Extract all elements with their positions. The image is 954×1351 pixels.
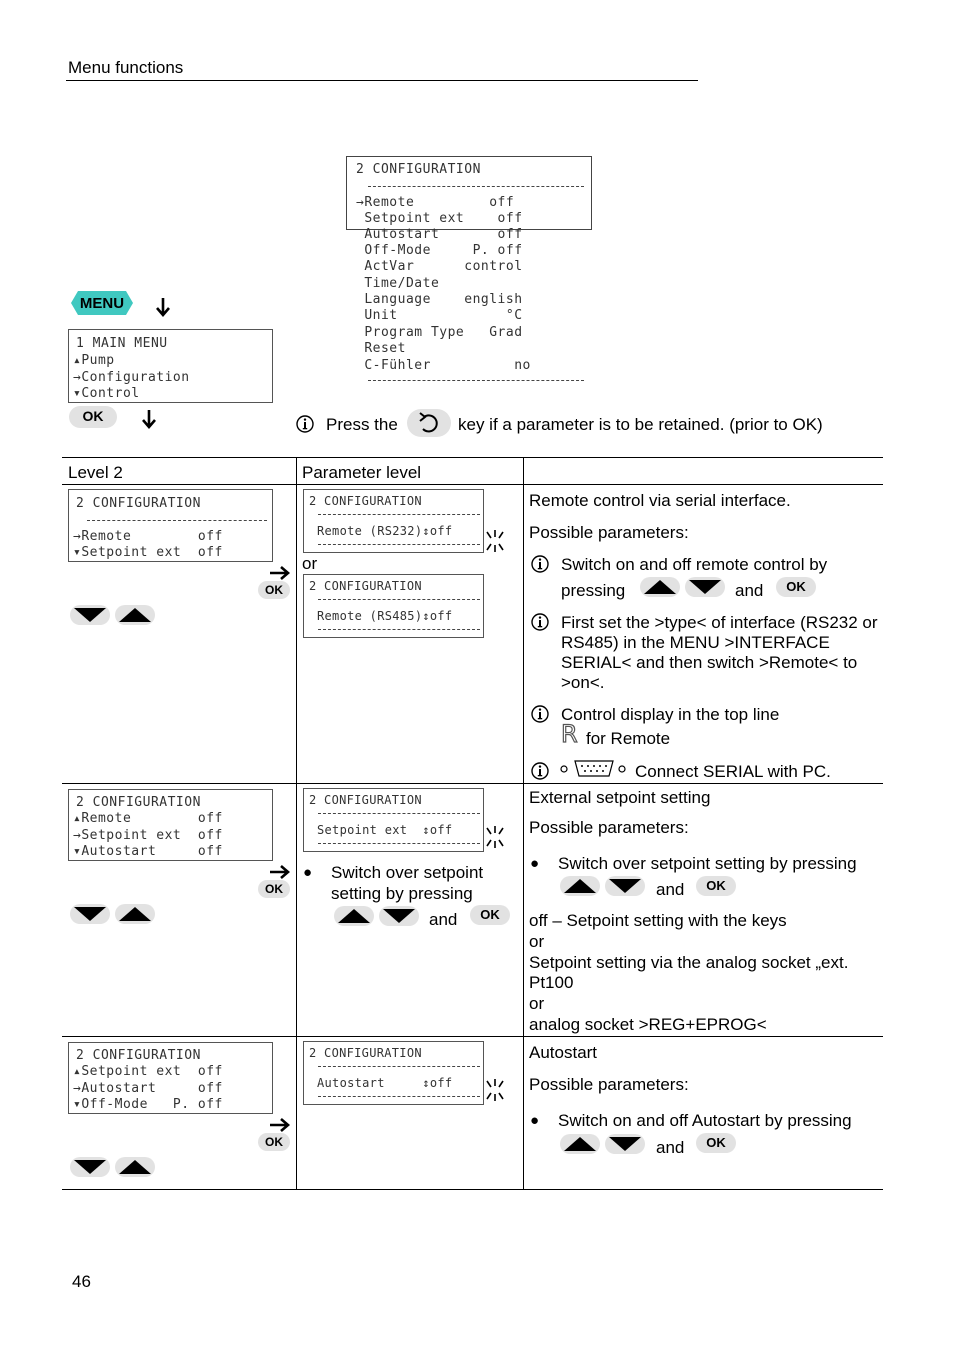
main-menu-item: →Configuration (73, 370, 190, 385)
main-menu-display (68, 329, 273, 403)
display-title: 2 CONFIGURATION (309, 793, 422, 807)
blink-icon (483, 528, 507, 559)
main-menu-item: ▾Control (73, 386, 140, 401)
up-key[interactable] (114, 1156, 156, 1178)
remote-r-icon: R (561, 720, 578, 748)
display-line: Setpoint ext ↕off (317, 823, 453, 837)
up-key[interactable] (114, 903, 156, 925)
row1-note4: Connect SERIAL with PC. (635, 762, 831, 781)
display-line: →Autostart off (73, 1081, 223, 1096)
row1-note1-a: Switch on and off remote control by (561, 555, 828, 574)
down-key[interactable] (378, 905, 420, 927)
config-item-reset: Reset (356, 341, 406, 356)
ok-key[interactable]: OK (470, 905, 510, 925)
table-bottom-rule (62, 1189, 883, 1190)
down-key[interactable] (604, 1133, 646, 1155)
divider (368, 380, 584, 381)
display-line: ▾Autostart off (73, 844, 223, 859)
row1-note3-a: Control display in the top line (561, 705, 780, 724)
row2-param-bullet-a: Switch over setpoint (331, 863, 484, 882)
table-row-rule (62, 783, 883, 784)
display-line: Remote (RS232)↕off (317, 524, 453, 538)
display-line: →Setpoint ext off (73, 828, 223, 843)
up-key[interactable] (114, 604, 156, 626)
row2-possible: Possible parameters: (529, 818, 689, 837)
display-line: ▴Setpoint ext off (73, 1064, 223, 1079)
and-label: and (656, 1138, 685, 1157)
row2-or1: or (529, 932, 545, 951)
config-item-timedate: Time/Date (356, 276, 440, 291)
display-title: 2 CONFIGURATION (309, 579, 422, 593)
row1-note1-b: pressing (561, 581, 626, 600)
row3-bullet: Switch on and off Autostart by pressing (558, 1111, 852, 1130)
divider (87, 520, 267, 521)
ok-key[interactable]: OK (258, 1133, 290, 1151)
row1-level-display (68, 489, 273, 562)
main-menu-item: ▴Pump (73, 353, 115, 368)
config-item-unit: Unit °C (356, 308, 523, 323)
up-key[interactable] (559, 875, 601, 897)
bullet-icon: ● (303, 864, 313, 881)
divider (318, 813, 480, 814)
info-icon (531, 762, 549, 780)
down-arrow-icon (140, 408, 158, 435)
ok-key[interactable]: OK (696, 876, 736, 896)
row2-line1: off – Setpoint setting with the keys (529, 911, 787, 930)
row3-possible: Possible parameters: (529, 1075, 689, 1094)
row1-possible: Possible parameters: (529, 523, 689, 542)
info-icon (531, 705, 549, 723)
row2-level-display (68, 789, 273, 861)
display-line: →Remote off (73, 529, 223, 544)
display-title: 2 CONFIGURATION (76, 1048, 201, 1063)
divider (318, 514, 480, 515)
config-item-offmode: Off-Mode P. off (356, 243, 523, 258)
config-list-title: 2 CONFIGURATION (356, 162, 481, 177)
table-row-rule (62, 1036, 883, 1037)
config-item-language: Language english (356, 292, 523, 307)
down-key[interactable] (69, 1156, 111, 1178)
and-label: and (429, 910, 458, 929)
config-item-program: Program Type Grad (356, 325, 523, 340)
down-key[interactable] (69, 604, 111, 626)
menu-key[interactable] (70, 290, 134, 316)
down-arrow-icon (154, 296, 172, 323)
info-icon (296, 415, 314, 433)
divider (318, 1066, 480, 1067)
row1-note3-b: for Remote (586, 729, 671, 748)
divider (318, 1096, 480, 1097)
ok-key[interactable]: OK (776, 577, 816, 597)
divider (318, 599, 480, 600)
config-item-autostart: Autostart off (356, 227, 523, 242)
table-col-rule (296, 457, 297, 1190)
serial-connector-icon (559, 759, 631, 784)
divider (318, 544, 480, 545)
section-title: Menu functions (68, 58, 184, 77)
note-press-the: Press the (326, 415, 398, 434)
up-key[interactable] (639, 576, 681, 598)
display-title: 2 CONFIGURATION (309, 494, 422, 508)
row3-param-display (303, 1041, 484, 1105)
blink-icon (483, 1077, 507, 1108)
row2-line2: Setpoint setting via the analog socket „ext. (529, 953, 849, 972)
row1-desc-title: Remote control via serial interface. (529, 491, 791, 510)
display-line: Remote (RS485)↕off (317, 609, 453, 623)
display-line: ▾Setpoint ext off (73, 545, 223, 560)
bullet-icon: ● (530, 855, 540, 872)
row1-param-display-rs232 (303, 489, 484, 553)
header-parameter-level: Parameter level (302, 463, 422, 482)
up-key[interactable] (333, 905, 375, 927)
row2-param-bullet-b: setting by pressing (331, 884, 473, 903)
ok-key[interactable]: OK (696, 1133, 736, 1153)
divider (318, 843, 480, 844)
config-item-remote: →Remote off (356, 195, 515, 210)
row3-level-display (68, 1042, 273, 1114)
display-line: ▾Off-Mode P. off (73, 1097, 223, 1112)
row2-bullet: Switch over setpoint setting by pressing (558, 854, 857, 873)
ok-key[interactable]: OK (69, 406, 117, 428)
table-top-rule (62, 457, 883, 458)
config-item-actvar: ActVar control (356, 259, 523, 274)
down-key[interactable] (69, 903, 111, 925)
down-key[interactable] (684, 576, 726, 598)
note-rest: key if a parameter is to be retained. (prior to OK) (458, 415, 823, 434)
row2-desc-title: External setpoint setting (529, 788, 711, 807)
ok-key[interactable]: OK (258, 581, 290, 599)
row2-or2: or (529, 994, 545, 1013)
row1-param-display-rs485 (303, 574, 484, 638)
table-header-rule (62, 484, 883, 485)
and-label: and (656, 880, 685, 899)
main-menu-title: 1 MAIN MENU (76, 336, 168, 351)
page-number: 46 (72, 1272, 91, 1291)
bullet-icon: ● (530, 1112, 540, 1129)
display-title: 2 CONFIGURATION (76, 795, 201, 810)
header-level2: Level 2 (68, 463, 123, 482)
header-rule (66, 80, 698, 81)
divider (368, 186, 584, 187)
up-key[interactable] (559, 1133, 601, 1155)
divider (318, 629, 480, 630)
ok-key[interactable]: OK (258, 880, 290, 898)
row3-desc-title: Autostart (529, 1043, 598, 1062)
display-line: ▴Remote off (73, 811, 223, 826)
display-title: 2 CONFIGURATION (76, 496, 201, 511)
display-line: Autostart ↕off (317, 1076, 453, 1090)
table-col-rule (523, 457, 524, 1190)
blink-icon (483, 824, 507, 855)
info-icon (531, 555, 549, 573)
row2-param-display (303, 788, 484, 852)
row2-line3: Pt100 (529, 973, 574, 992)
config-item-setpoint: Setpoint ext off (356, 211, 523, 226)
row2-line4: analog socket >REG+EPROG< (529, 1015, 767, 1034)
info-icon (531, 613, 549, 631)
display-title: 2 CONFIGURATION (309, 1046, 422, 1060)
config-item-cfuehler: C-Fühler no (356, 358, 531, 373)
and-label: and (735, 581, 764, 600)
back-key-icon[interactable] (406, 408, 452, 438)
row1-note2: First set the >type< of interface (RS232 or RS485) in the MENU >INTERFACE SERIAL< and then switch >Remote< to >on<. (561, 613, 878, 692)
down-key[interactable] (604, 875, 646, 897)
menu-key-label: MENU (79, 295, 125, 312)
or-label: or (302, 554, 318, 573)
